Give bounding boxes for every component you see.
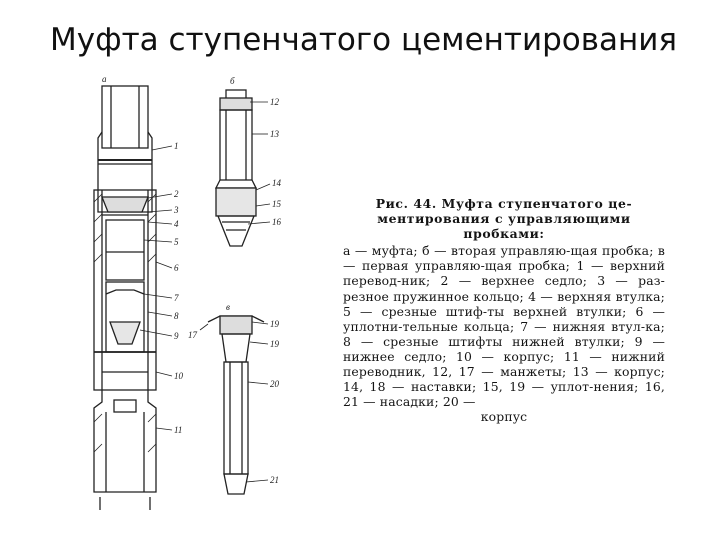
callout-21: 21 [270, 475, 279, 485]
callout-13: 13 [270, 129, 279, 139]
callout-1: 1 [174, 141, 179, 151]
callout-15: 15 [272, 199, 281, 209]
callout-11: 11 [174, 425, 183, 435]
callout-19a: 19 [270, 319, 279, 329]
caption-heading-line-1: Рис. 44. Муфта ступенчатого це- [375, 196, 633, 211]
callout-8: 8 [174, 311, 179, 321]
control-plug-c [200, 316, 268, 494]
caption-heading-line-3: пробками: [463, 226, 545, 242]
technical-drawing [80, 72, 340, 512]
callout-5: 5 [174, 237, 179, 247]
caption-heading-line-2: ментирования с управляющими [377, 211, 631, 227]
callout-7: 7 [174, 293, 179, 303]
callout-9: 9 [174, 331, 179, 341]
figure-caption [343, 196, 665, 424]
caption-body: а — муфта; б — вторая управляю-щая пробка; в — первая управляю-щая пробка; 1 — верхний перевод-ник; 2 — верхнее седло; 3 — раз-резное пружинное кольцо; 4 — верхняя втулка; 5 — срезные штиф-ты верхней втулки; 6 — уплотни-тельные кольца; 7 — нижняя втул-ка; 8 — срезные штифты нижней втулки; 9 — нижнее седло; 10 — корпус; 11 — нижний переводник, 12, 17 — манжеты; 13 — корпус; 14, 18 — наставки; 15, 19 — уплот-нения; 16, 21 — насадки; 20 — [343, 243, 665, 410]
callout-3: 3 [174, 205, 179, 215]
slide-title: Муфта ступенчатого цементирования [50, 22, 678, 58]
callout-16: 16 [272, 217, 281, 227]
callout-20: 20 [270, 379, 279, 389]
callout-19b: 19 [270, 339, 279, 349]
callout-17: 17 [188, 330, 197, 340]
panel-label-a: а [102, 74, 107, 84]
callout-4: 4 [174, 219, 179, 229]
callout-6: 6 [174, 263, 179, 273]
callout-10: 10 [174, 371, 183, 381]
callout-2: 2 [174, 189, 179, 199]
panel-label-c: в [226, 302, 230, 312]
control-plug-b [216, 90, 270, 246]
caption-last-line: корпус [480, 409, 528, 425]
callout-12: 12 [270, 97, 279, 107]
panel-label-b: б [230, 76, 235, 86]
callout-14: 14 [272, 178, 281, 188]
coupling-assembly-a [94, 86, 172, 510]
